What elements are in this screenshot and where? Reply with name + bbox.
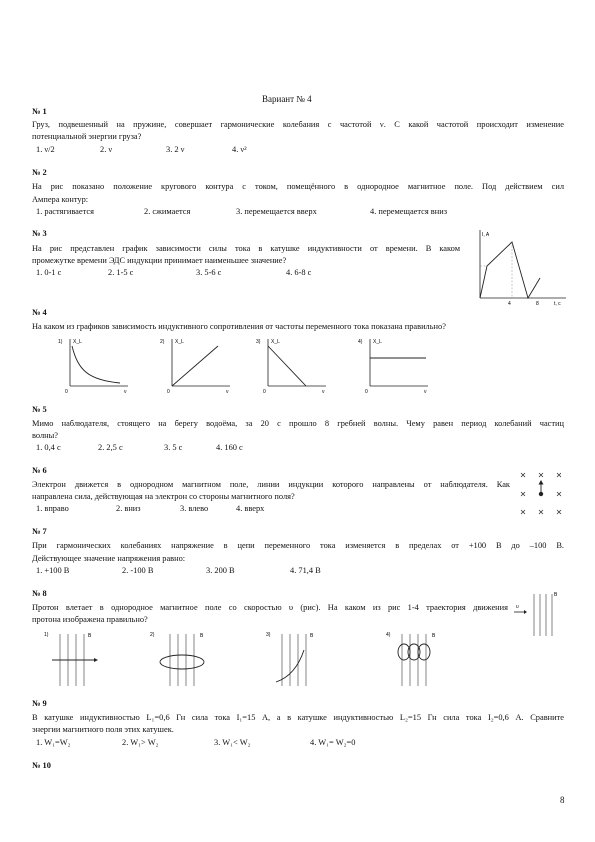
q7-number: № 7 [32, 527, 47, 536]
q9-text-line2: энергии магнитного поля этих катушек. [32, 725, 174, 734]
q1-option-1: 1. ν/2 [36, 145, 55, 154]
q2-option-2: 2. сжимается [144, 207, 191, 216]
q5-number: № 5 [32, 405, 47, 414]
q1-option-4: 4. ν² [232, 145, 247, 154]
q4-graph-1 [58, 336, 130, 394]
q5-text-line2: волны? [32, 431, 58, 440]
q8-text-line1: Протон влетает в однородное магнитное поле со скоростью υ (рис). На каком из рис 1-4 траектория движения [32, 603, 508, 612]
q6-option-1: 1. вправо [36, 504, 69, 513]
q8-number: № 8 [32, 589, 47, 598]
q6-text-line1: Электрон движется в однородном магнитном поле, линии индукции которого направлены от наблюдателя. Как [32, 480, 510, 489]
q2-text-line1: На рис показано положение кругового контура с током, помещённого в однородное магнитное поле. Под действием сил [32, 182, 564, 191]
q4-graph-3-label: 3) [256, 339, 261, 345]
q7-text-line1: При гармонических колебаниях напряжение в цепи переменного тока изменяется в пределах от +100 В до –100 В. [32, 541, 564, 550]
trajectory-arrow-icon [94, 658, 98, 662]
q2-option-4: 4. перемещается вниз [370, 207, 448, 216]
q3-option-3: 3. 5-6 с [196, 268, 222, 277]
q3-graph-tick-4: 4 [508, 301, 511, 306]
q4-graph-2 [160, 336, 232, 394]
q9-option-3: 3. W₁< W₂ [214, 738, 251, 747]
q5-option-1: 1. 0,4 с [36, 443, 61, 452]
q4-graph-1-ylabel: X_L [73, 339, 82, 345]
q7-option-4: 4. 71,4 В [290, 566, 321, 575]
q8-fig2-field: B [200, 633, 204, 639]
q9-text-line1: В катушке индуктивностью L₁=0,6 Гн сила тока I₁=15 А, а в катушке индуктивностью L₂=15 Гн сила тока I₂=0,6 А. Сравните [32, 713, 564, 722]
q8-reference-figure [510, 588, 566, 638]
q8-fig3-label: 3) [266, 632, 271, 638]
q4-graph-4-origin: 0 [365, 389, 368, 394]
q8-option-figure-3 [266, 628, 326, 688]
q4-graph-3-origin: 0 [263, 389, 266, 394]
q10-number: № 10 [32, 761, 51, 770]
q4-graph-3-xlabel: ν [322, 389, 325, 394]
q8-option-figure-2 [150, 628, 216, 688]
q2-option-3: 3. перемещается вверх [236, 207, 317, 216]
q4-graph-2-ylabel: X_L [175, 339, 184, 345]
q5-option-4: 4. 160 с [216, 443, 243, 452]
q4-graph-1-label: 1) [58, 339, 63, 345]
q3-option-1: 1. 0-1 с [36, 268, 62, 277]
q6-number: № 6 [32, 466, 47, 475]
q4-graph-4-label: 4) [358, 339, 363, 345]
page-number: 8 [560, 795, 565, 805]
q4-graph-1-origin: 0 [65, 389, 68, 394]
q3-text-line1: На рис представлен график зависимости силы тока в катушке индуктивности от времени. В каком [32, 244, 460, 253]
q5-option-2: 2. 2,5 с [98, 443, 123, 452]
q3-current-graph [470, 226, 570, 306]
q4-graph-3 [256, 336, 328, 394]
q4-graph-1-xlabel: ν [124, 389, 127, 394]
q1-option-3: 3. 2 ν [166, 145, 185, 154]
q4-graph-2-origin: 0 [167, 389, 170, 394]
q8-fig2-label: 2) [150, 632, 155, 638]
q5-option-3: 3. 5 с [164, 443, 183, 452]
q3-text-line2: промежутке времени ЭДС индукции принимает наименьшее значение? [32, 256, 287, 265]
q6-magnetic-field-figure [516, 468, 568, 520]
q7-option-3: 3. 200 В [206, 566, 235, 575]
q7-option-2: 2. -100 В [122, 566, 154, 575]
q4-graph-4-ylabel: X_L [373, 339, 382, 345]
q4-graph-2-label: 2) [160, 339, 165, 345]
q6-option-2: 2. вниз [116, 504, 141, 513]
q8-fig3-field: B [310, 633, 314, 639]
q4-graph-4-xlabel: ν [424, 389, 427, 394]
q1-number: № 1 [32, 107, 47, 116]
q8-ref-field-label: B [554, 592, 558, 598]
q8-fig1-field: B [88, 633, 92, 639]
q2-text-line2: Ампера контур: [32, 195, 89, 204]
q6-option-3: 3. влево [180, 504, 209, 513]
q8-fig4-field: B [432, 633, 436, 639]
q6-option-4: 4. вверх [236, 504, 265, 513]
q5-text-line1: Мимо наблюдателя, стоящего на берегу водоёма, за 20 с прошло 8 гребней волны. Чему равен период колебаний частиц [32, 419, 564, 428]
q4-number: № 4 [32, 308, 47, 317]
q1-option-2: 2. ν [100, 145, 113, 154]
q4-graph-4 [358, 336, 430, 394]
q9-option-4: 4. W₁= W₂=0 [310, 738, 356, 747]
q7-option-1: 1. +100 В [36, 566, 70, 575]
q6-text-line2: направлена сила, действующая на электрон со стороны магнитного поля? [32, 492, 295, 501]
q3-graph-tick-8: 8 [536, 301, 539, 306]
q4-graph-2-xlabel: ν [226, 389, 229, 394]
q9-number: № 9 [32, 699, 47, 708]
q3-graph-ylabel: I, A [482, 232, 490, 238]
q8-fig1-label: 1) [44, 632, 49, 638]
q1-text-line2: потенциальной энергии груза? [32, 132, 142, 141]
q3-option-2: 2. 1-5 с [108, 268, 134, 277]
q8-option-figure-1 [44, 628, 102, 688]
q4-graph-3-ylabel: X_L [271, 339, 280, 345]
q9-option-2: 2. W₁> W₂ [122, 738, 159, 747]
q8-text-line2: протона изображена правильно? [32, 615, 148, 624]
q8-option-figure-4 [386, 628, 452, 688]
q4-text-line1: На каком из графиков зависимость индуктивного сопротивления от частоты переменного тока показана правильно? [32, 322, 446, 331]
q2-option-1: 1. растягивается [36, 207, 94, 216]
q8-fig4-label: 4) [386, 632, 391, 638]
q3-graph-xlabel: t, c [554, 301, 561, 306]
q3-option-4: 4. 6-8 с [286, 268, 312, 277]
q2-number: № 2 [32, 168, 47, 177]
q9-option-1: 1. W₁=W₂ [36, 738, 71, 747]
page-title: Вариант № 4 [262, 94, 312, 104]
q3-number: № 3 [32, 229, 47, 238]
helical-trajectory [398, 644, 430, 660]
q7-text-line2: Действующее значение напряжения равно: [32, 554, 186, 563]
q8-ref-velocity-label: υ [516, 604, 519, 610]
circular-trajectory [160, 655, 204, 669]
q1-text-line1: Груз, подвешенный на пружине, совершает гармонические колебания с частотой ν. С какой частотой происходит изменение [32, 120, 564, 129]
